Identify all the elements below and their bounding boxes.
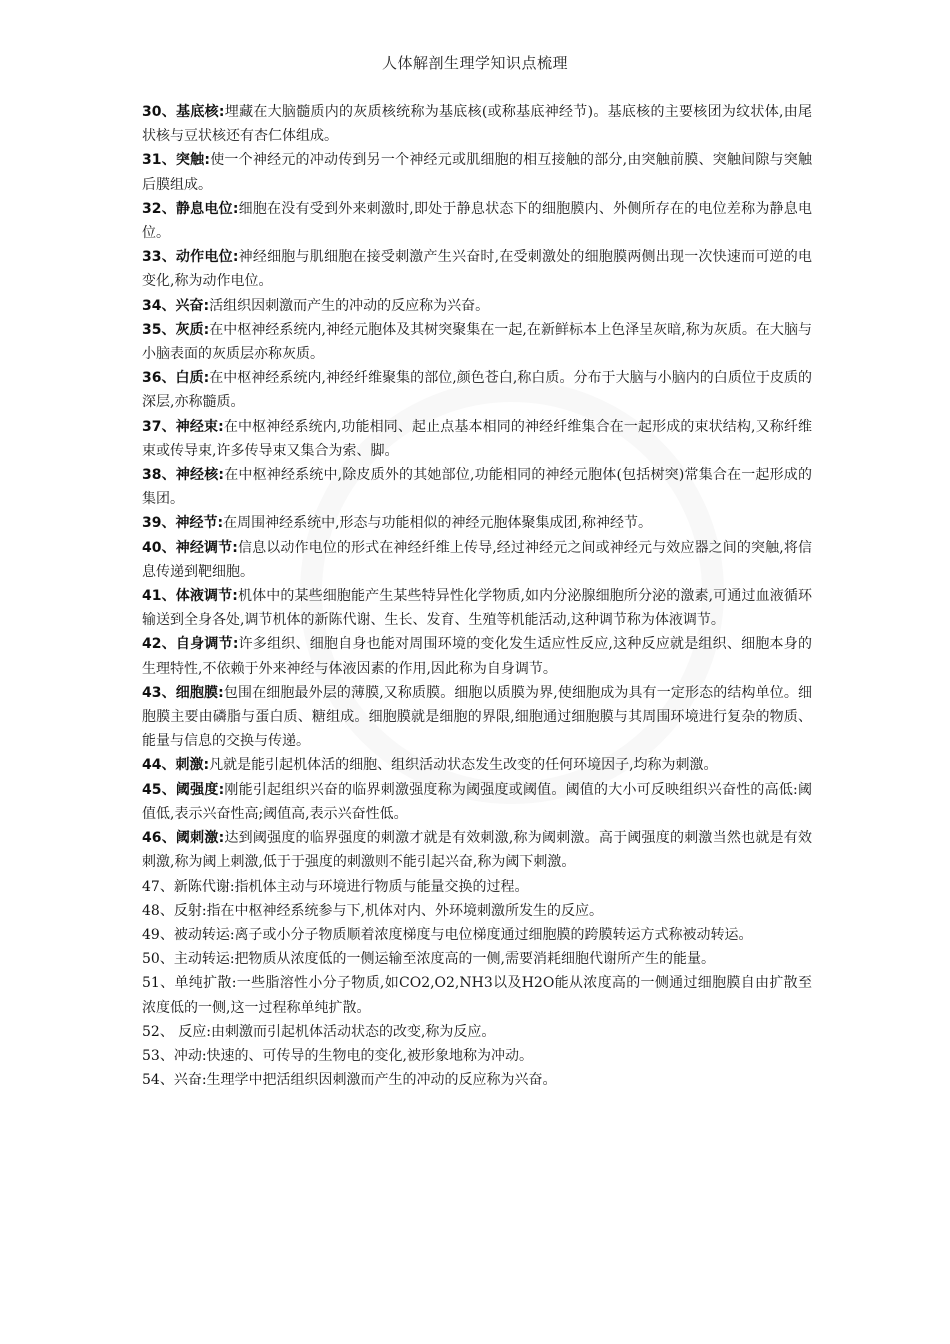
definition-text: 生理学中把活组织因刺激而产生的冲动的反应称为兴奋。 <box>206 1072 557 1089</box>
definition-term: 31、突触: <box>142 152 210 169</box>
definition-entry <box>142 511 812 535</box>
definition-term: 47、新陈代谢: <box>142 878 235 895</box>
definition-text: 细胞在没有受到外来刺激时,即处于静息状态下的细胞膜内、外侧所存在的电位差称为静息电位。 <box>142 200 812 242</box>
definition-entry <box>142 415 812 463</box>
definition-term: 50、主动转运: <box>142 951 235 968</box>
definition-term: 40、神经调节: <box>142 539 238 556</box>
definition-term: 38、神经核: <box>142 467 225 484</box>
definition-term: 41、体液调节: <box>142 588 238 605</box>
definition-term: 49、被动转运: <box>142 926 235 943</box>
definition-text: 达到阈强度的临界强度的刺激才就是有效刺激,称为阈刺激。高于阈强度的刺激当然也就是有效刺激,称为阈上刺激,低于于强度的刺激则不能引起兴奋,称为阈下刺激。 <box>142 830 812 871</box>
definition-entry <box>142 1044 812 1068</box>
definition-entry <box>142 947 812 971</box>
definition-entry <box>142 1020 812 1044</box>
definition-text: 机体中的某些细胞能产生某些特异性化学物质,如内分泌腺细胞所分泌的激素,可通过血液循环输送到全身各处,调节机体的新陈代谢、生长、发育、生殖等机能活动,这种调节称为体液调节。 <box>142 588 812 629</box>
definition-entry <box>142 971 812 1019</box>
definition-text: 使一个神经元的冲动传到另一个神经元或肌细胞的相互接触的部分,由突触前膜、突触间隙与突触后膜组成。 <box>142 152 812 193</box>
definition-text: 刚能引起组织兴奋的临界刺激强度称为阈强度或阈值。阈值的大小可反映组织兴奋性的高低:阈值低,表示兴奋性高;阈值高,表示兴奋性低。 <box>142 781 812 822</box>
definition-text: 包围在细胞最外层的薄膜,又称质膜。细胞以质膜为界,使细胞成为具有一定形态的结构单位。细胞膜主要由磷脂与蛋白质、糖组成。细胞膜就是细胞的界限,细胞通过细胞膜与其周围环境进行复杂的物质、能量与信息的交换与传递。 <box>142 684 812 750</box>
definition-term: 48、反射: <box>142 902 207 919</box>
definition-term: 39、神经节: <box>142 515 224 532</box>
definition-entry <box>142 632 812 680</box>
definition-entry <box>142 294 812 318</box>
definition-entry <box>142 100 812 148</box>
definition-term: 37、神经束: <box>142 418 224 435</box>
definition-text: 在中枢神经系统内,功能相同、起止点基本相同的神经纤维集合在一起形成的束状结构,又称纤维束或传导束,许多传导束又集合为索、脚。 <box>142 418 812 459</box>
definition-term: 35、灰质: <box>142 321 210 338</box>
definition-term: 34、兴奋: <box>142 297 210 314</box>
definition-term: 52、 反应: <box>142 1023 211 1040</box>
definition-entry <box>142 197 812 245</box>
definition-entry <box>142 681 812 754</box>
definition-term: 53、冲动: <box>142 1047 207 1064</box>
definition-text: 在中枢神经系统内,神经元胞体及其树突聚集在一起,在新鲜标本上色泽呈灰暗,称为灰质。在大脑与小脑表面的灰质层亦称灰质。 <box>142 321 812 363</box>
definition-term: 42、自身调节: <box>142 636 239 653</box>
definition-text: 把物质从浓度低的一侧运输至浓度高的一侧,需要消耗细胞代谢所产生的能量。 <box>234 951 715 968</box>
definition-text: 神经细胞与肌细胞在接受刺激产生兴奋时,在受刺激处的细胞膜两侧出现一次快速而可逆的电变化,称为动作电位。 <box>142 249 812 290</box>
definition-term: 33、动作电位: <box>142 249 239 266</box>
definition-entry <box>142 584 812 632</box>
definition-entry <box>142 318 812 366</box>
definition-text: 指在中枢神经系统参与下,机体对内、外环境刺激所发生的反应。 <box>206 902 603 919</box>
definition-entry <box>142 875 812 899</box>
definition-text: 在中枢神经系统中,除皮质外的其她部位,功能相同的神经元胞体(包括树突)常集合在一起形成的集团。 <box>142 467 812 508</box>
definition-term: 43、细胞膜: <box>142 684 224 701</box>
definition-text: 许多组织、细胞自身也能对周围环境的变化发生适应性反应,这种反应就是组织、细胞本身的生理特性,不依赖于外来神经与体液因素的作用,因此称为自身调节。 <box>142 636 812 677</box>
definition-entry <box>142 826 812 874</box>
definition-entry <box>142 245 812 293</box>
definition-term: 30、基底核: <box>142 104 225 120</box>
definition-term: 44、刺激: <box>142 757 210 774</box>
definition-term: 46、阈刺激: <box>142 830 225 847</box>
definition-text: 埋藏在大脑髓质内的灰质核统称为基底核(或称基底神经节)。基底核的主要核团为纹状体,由尾状核与豆状核还有杏仁体组成。 <box>142 104 812 145</box>
definition-text: 在中枢神经系统内,神经纤维聚集的部位,颜色苍白,称白质。分布于大脑与小脑内的白质位于皮质的深层,亦称髓质。 <box>142 370 812 411</box>
definition-entry <box>142 1068 812 1092</box>
definition-term: 45、阈强度: <box>142 781 225 798</box>
definition-text: 凡就是能引起机体活的细胞、组织活动状态发生改变的任何环境因子,均称为刺激。 <box>209 757 718 774</box>
definition-term: 54、兴奋: <box>142 1072 207 1089</box>
page-title: 人体解剖生理学知识点梳理 <box>381 54 568 72</box>
definition-entry <box>142 366 812 414</box>
definition-text: 指机体主动与环境进行物质与能量交换的过程。 <box>234 878 529 895</box>
definition-text: 由刺激而引起机体活动状态的改变,称为反应。 <box>210 1023 496 1040</box>
definition-text: 离子或小分子物质顺着浓度梯度与电位梯度通过细胞膜的跨膜转运方式称被动转运。 <box>234 926 753 943</box>
definition-text: 一些脂溶性小分子物质,如CO2,O2,NH3以及H2O能从浓度高的一侧通过细胞膜自由扩散至浓度低的一侧,这一过程称单纯扩散。 <box>142 975 812 1016</box>
definition-term: 36、白质: <box>142 370 210 387</box>
definition-text: 信息以动作电位的形式在神经纤维上传导,经过神经元之间或神经元与效应器之间的突触,将信息传递到靶细胞。 <box>142 539 812 580</box>
definition-entry <box>142 899 812 923</box>
definition-entry <box>142 753 812 777</box>
definition-text: 在周围神经系统中,形态与功能相似的神经元胞体聚集成团,称神经节。 <box>223 515 652 532</box>
definition-entry <box>142 778 812 826</box>
definition-term: 51、单纯扩散: <box>142 975 237 992</box>
definition-entry <box>142 148 812 196</box>
document-body <box>142 100 812 1092</box>
definition-entry <box>142 463 812 511</box>
definition-text: 快速的、可传导的生物电的变化,被形象地称为冲动。 <box>206 1047 533 1064</box>
definition-text: 活组织因刺激而产生的冲动的反应称为兴奋。 <box>209 297 490 314</box>
definition-entry <box>142 536 812 584</box>
definition-entry <box>142 923 812 947</box>
definition-term: 32、静息电位: <box>142 200 239 217</box>
